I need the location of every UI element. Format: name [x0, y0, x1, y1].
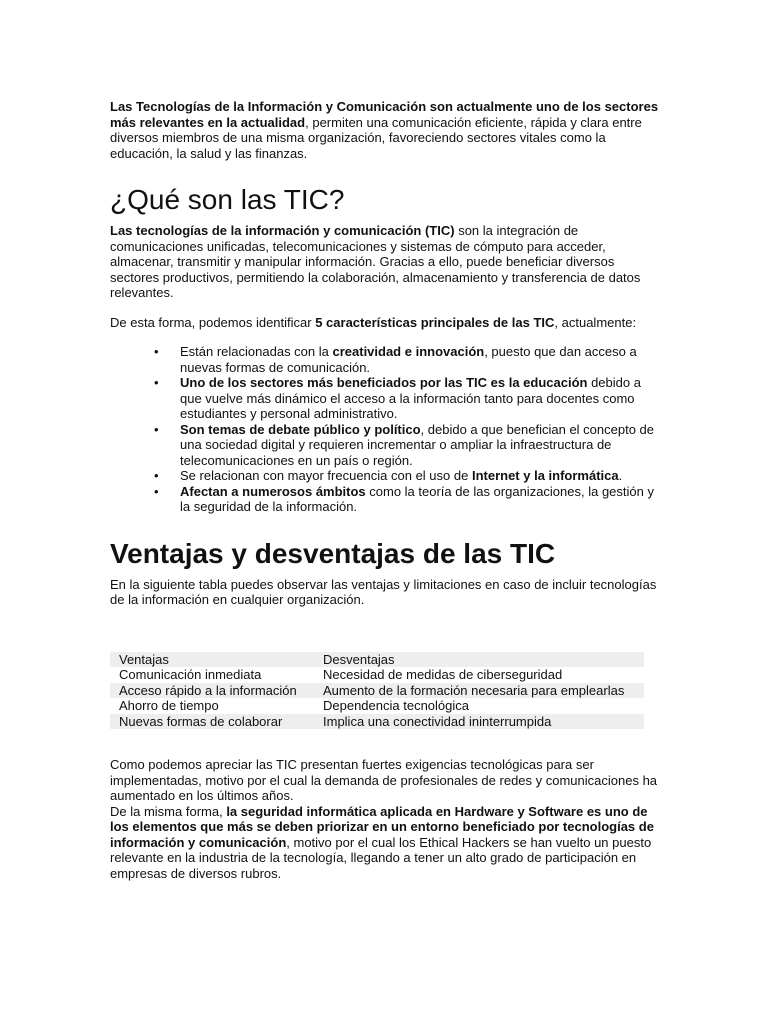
table-row	[110, 698, 644, 714]
list-item	[154, 468, 660, 484]
list-item	[154, 483, 660, 515]
definition-paragraph	[110, 223, 660, 301]
closing-pre: De la misma forma,	[110, 803, 227, 819]
bullet-icon: •	[154, 344, 159, 359]
table-intro-paragraph: En la siguiente tabla puedes observar las ventajas y limitaciones en caso de incluir tecnologías de la información en cualquier organización.	[110, 576, 657, 607]
characteristics-post: , actualmente:	[554, 314, 637, 330]
list-item	[154, 421, 660, 469]
list-item-post: debido a que vuelve más dinámico el acceso a la información tanto para docentes como estudiantes y personal administrativo.	[180, 375, 641, 421]
definition-bold: Las tecnologías de la información y comunicación (TIC)	[110, 223, 455, 238]
list-item-bold: creatividad e innovación	[332, 344, 485, 359]
table-cell: Comunicación inmediata	[119, 667, 262, 682]
characteristics-intro	[110, 315, 660, 331]
bullet-icon: •	[154, 483, 159, 499]
table-cell: Ahorro de tiempo	[119, 698, 219, 713]
table-cell: Acceso rápido a la información	[110, 683, 314, 699]
list-item-bold: Afectan a numerosos ámbitos	[180, 483, 366, 499]
comparison-table	[110, 652, 644, 730]
table-cell: Dependencia tecnológica	[323, 698, 469, 713]
list-item	[154, 344, 660, 375]
closing-paragraph-1: Como podemos apreciar las TIC presentan fuertes exigencias tecnológicas para ser implementadas, motivo por el cual la demanda de profesionales de redes y comunicaciones ha aumentado en los últimos años.	[110, 757, 658, 803]
characteristics-list	[110, 344, 660, 515]
list-item-pre: Están relacionadas con la	[180, 344, 333, 359]
bullet-icon: •	[154, 468, 159, 483]
closing-bold: la seguridad informática aplicada en Hardware y Software es uno de los elementos que más se deben priorizar en un entorno beneficiado por tecnologías de información y comunicación	[110, 803, 654, 850]
list-item-post: , debido a que benefician el concepto de una sociedad digital y requieren incrementar o ampliar la infraestructura de telecomunicaciones en un país o región.	[180, 421, 655, 468]
list-item-bold: Son temas de debate público y político	[180, 421, 421, 437]
document-body	[110, 99, 660, 881]
list-item-pre: Se relacionan con mayor frecuencia con el uso de	[180, 468, 472, 483]
heading-que-son-tic: ¿Qué son las TIC?	[110, 184, 345, 215]
intro-bold: Las Tecnologías de la Información y Comunicación son actualmente uno de los sectores más relevantes en la actualidad	[110, 99, 659, 130]
list-item-bold: Internet y la informática	[471, 468, 619, 483]
definition-rest: son la integración de comunicaciones unificadas, telecomunicaciones y sistemas de cómputo para acceder, almacenar, transmitir y manipular información. Gracias a ello, puede beneficiar diversos sectores productivos, permitiendo la colaboración, almacenamiento y transferencia de datos relevantes.	[110, 223, 641, 300]
list-item	[154, 375, 660, 422]
bullet-icon: •	[154, 375, 159, 390]
table-header-row	[110, 652, 644, 668]
table-cell: Necesidad de medidas de ciberseguridad	[323, 667, 563, 682]
list-item-post: .	[618, 468, 623, 483]
table-header-cell: Desventajas	[314, 652, 644, 668]
table-cell: Implica una conectividad ininterrumpida	[314, 714, 644, 730]
characteristics-pre: De esta forma, podemos identificar	[110, 314, 316, 330]
table-row	[110, 667, 644, 683]
table-header-cell: Ventajas	[110, 652, 314, 668]
closing-paragraph-2	[110, 804, 660, 882]
table-row	[110, 683, 644, 699]
heading-ventajas-desventajas: Ventajas y desventajas de las TIC	[110, 537, 556, 569]
table-cell: Aumento de la formación necesaria para emplearlas	[314, 683, 644, 699]
closing-post: , motivo por el cual los Ethical Hackers se han vuelto un puesto relevante en la industria de la tecnología, llegando a tener un alto grado de participación en empresas de diversos rubros.	[110, 834, 652, 881]
list-item-post: , puesto que dan acceso a nuevas formas de comunicación.	[180, 344, 637, 375]
list-item-bold: Uno de los sectores más beneficiados por las TIC es la educación	[180, 375, 588, 390]
intro-paragraph	[110, 99, 660, 161]
intro-rest: , permiten una comunicación eficiente, rápida y clara entre diversos miembros de una misma organización, favoreciendo sectores vitales como la educación, la salud y las finanzas.	[110, 114, 642, 161]
list-item-post: como la teoría de las organizaciones, la gestión y la seguridad de la información.	[180, 483, 654, 514]
bullet-icon: •	[154, 421, 159, 437]
table-row	[110, 714, 644, 730]
table-cell: Nuevas formas de colaborar	[110, 714, 314, 730]
characteristics-bold: 5 características principales de las TIC	[315, 314, 555, 330]
